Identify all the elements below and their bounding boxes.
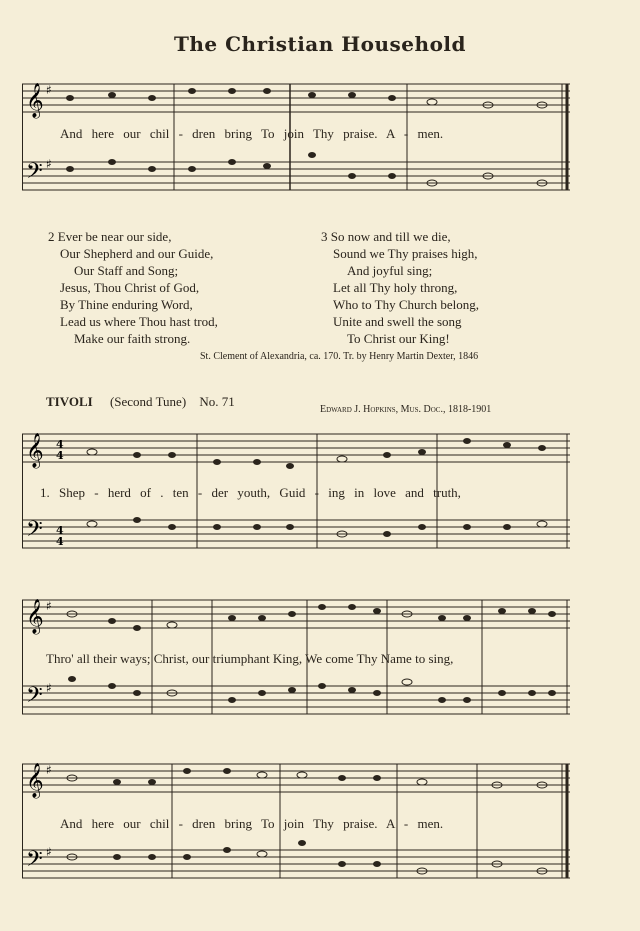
- bass-clef-icon: 𝄢: [26, 517, 43, 547]
- author-credit: St. Clement of Alexandria, ca. 170. Tr. by Henry Martin Dexter, 1846: [200, 351, 479, 362]
- verse-line: Sound we Thy praises high,: [333, 246, 478, 261]
- bass-clef-icon: 𝄢: [26, 159, 43, 189]
- svg-text:4: 4: [56, 449, 64, 462]
- verse-line: 3 So now and till we die,: [321, 229, 451, 244]
- svg-text:♯: ♯: [46, 157, 52, 171]
- verse-line: By Thine enduring Word,: [60, 297, 193, 312]
- svg-text:4: 4: [56, 524, 64, 537]
- verse-line: Jesus, Thou Christ of God,: [60, 280, 200, 295]
- verse-2: [48, 228, 218, 347]
- verse-line: Our Staff and Song;: [74, 263, 179, 278]
- tune-header: [46, 394, 235, 410]
- composer-credit: Edward J. Hopkins, Mus. Doc., 1818-1901: [320, 404, 492, 415]
- svg-text:♯: ♯: [46, 845, 52, 859]
- verse-line: Let all Thy holy throng,: [333, 280, 458, 295]
- bass-clef-icon: 𝄢: [26, 847, 43, 877]
- verse-line: And joyful sing;: [347, 263, 433, 278]
- verse-line: To Christ our King!: [347, 331, 450, 346]
- treble-clef-icon: 𝄞: [26, 763, 44, 798]
- svg-text:♯: ♯: [46, 681, 52, 695]
- bass-staff: [22, 162, 570, 190]
- bass-clef-icon: 𝄢: [26, 683, 43, 713]
- hymn-title: The Christian Household: [174, 32, 466, 56]
- svg-text:♯: ♯: [46, 763, 52, 777]
- system-1-lyrics: And here our chil - dren bring To join Thy praise. A - men.: [60, 126, 444, 141]
- verse-line: Unite and swell the song: [333, 314, 462, 329]
- svg-text:♯: ♯: [46, 599, 52, 613]
- svg-text:♯: ♯: [46, 83, 52, 97]
- system-4-lyrics: And here our chil - dren bring To join Thy praise. A - men.: [60, 816, 444, 831]
- verse-line: Make our faith strong.: [74, 331, 191, 346]
- verse-line: 2 Ever be near our side,: [48, 229, 172, 244]
- verse-line: Who to Thy Church belong,: [333, 297, 479, 312]
- system-3-lyrics: Thro' all their ways; Christ, our triumphant King, We come Thy Name to sing,: [46, 651, 454, 666]
- verse-line: Our Shepherd and our Guide,: [60, 246, 214, 261]
- svg-text:4: 4: [56, 438, 64, 451]
- treble-clef-icon: 𝄞: [26, 433, 44, 468]
- tune-subtitle: (Second Tune): [109, 394, 187, 409]
- tune-number: No. 71: [199, 394, 235, 409]
- treble-clef-icon: 𝄞: [26, 83, 44, 118]
- treble-clef-icon: 𝄞: [26, 599, 44, 634]
- system-2-lyrics: 1. Shep - herd of . ten - der youth, Guid - ing in love and truth,: [40, 485, 461, 500]
- verse-3: [321, 228, 479, 347]
- tune-name: TIVOLI: [46, 394, 93, 409]
- verse-line: Lead us where Thou hast trod,: [60, 314, 218, 329]
- svg-text:4: 4: [56, 535, 64, 548]
